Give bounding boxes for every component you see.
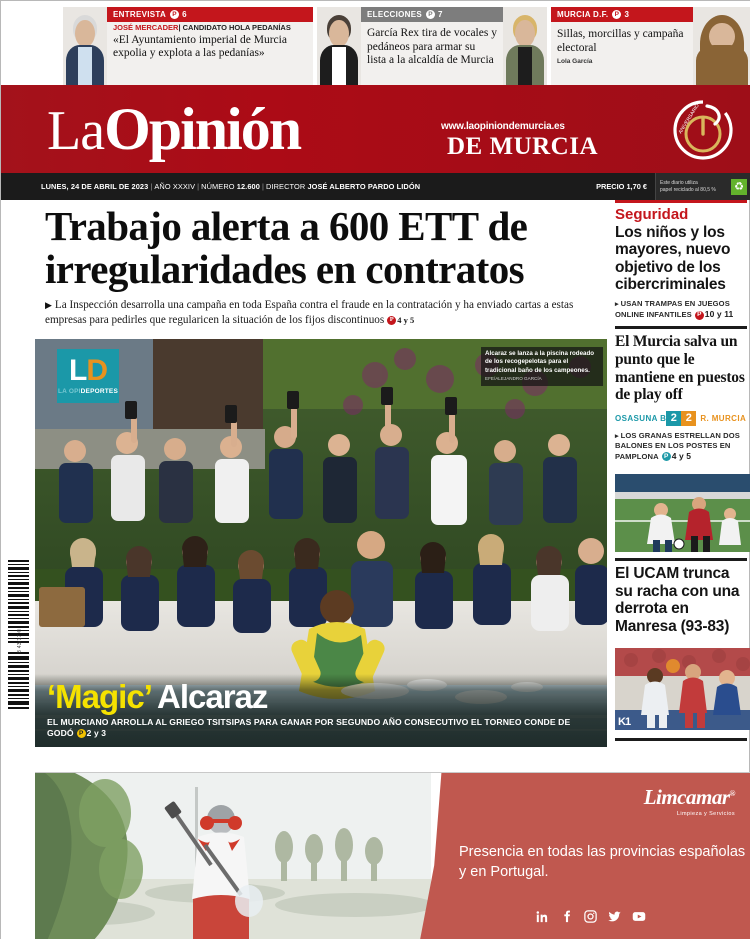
promo-page-number: 7 xyxy=(438,10,443,19)
recycle-line-1: Este diario utiliza xyxy=(660,180,698,187)
promo-page-number: 6 xyxy=(182,10,187,19)
divider-black xyxy=(615,738,747,741)
promo-kicker-label: MURCIA D.F. xyxy=(557,10,609,19)
seguridad-kicker: Seguridad xyxy=(615,206,689,223)
issue-number: 12.600 xyxy=(236,182,260,191)
page-badge-icon: P xyxy=(426,10,435,19)
anniversary-35-logo xyxy=(667,94,739,166)
ad-message: Presencia en todas las provincias españolas y en Portugal. xyxy=(459,844,746,880)
lead-deck xyxy=(45,298,599,335)
ad-photo xyxy=(35,773,431,939)
promo-kicker xyxy=(361,7,503,22)
photo-baloncesto[interactable] xyxy=(615,648,750,730)
director-name: JOSÉ ALBERTO PARDO LIDÓN xyxy=(307,182,421,191)
ad-brand xyxy=(644,785,735,817)
ad-social-links[interactable] xyxy=(535,909,647,924)
promo-kicker-label: ENTREVISTA xyxy=(113,10,167,19)
promo-item-murcia-df[interactable] xyxy=(551,7,750,87)
promo-item-elecciones[interactable] xyxy=(317,7,547,87)
futbol-subhead xyxy=(615,431,747,462)
photo-headline-band[interactable] xyxy=(35,674,607,746)
story-baloncesto[interactable] xyxy=(607,561,750,642)
seguridad-page-reference: 10 y 11 xyxy=(704,309,734,320)
recycle-line-2: papel reciclado al 80,5 % xyxy=(660,186,716,193)
photo-caption-text: Alcaraz se lanza a la piscina rodeado de los recogepelotas para el tradicional baño de los campeones. xyxy=(485,349,595,374)
promo-portrait xyxy=(693,7,750,87)
headline-magic: ‘Magic’ xyxy=(47,678,151,716)
main-photo-alcaraz[interactable] xyxy=(35,339,607,747)
promo-item-entrevista[interactable] xyxy=(63,7,313,87)
futbol-subhead-text: LOS GRANAS ESTRELLAN DOS BALONES EN LOS POSTES EN PAMPLONA xyxy=(615,430,740,461)
right-column xyxy=(607,200,750,741)
story-futbol[interactable] xyxy=(607,329,750,468)
masthead xyxy=(1,85,750,173)
ad-brand-name: Limcamar xyxy=(643,785,730,809)
promo-headline[interactable]: «El Ayuntamiento imperial de Murcia expolia y explota a las pedanías» xyxy=(113,33,287,60)
website-url[interactable]: www.laopiniondemurcia.es xyxy=(441,121,565,132)
price-label: PRECIO 1,70 € xyxy=(596,182,647,191)
twitter-icon[interactable] xyxy=(607,909,622,924)
arrow-bullet-icon: ▸ xyxy=(615,432,619,440)
photo-caption xyxy=(481,347,603,386)
team-away: R. MURCIA xyxy=(700,413,747,423)
recycled-paper-notice xyxy=(655,173,750,200)
logo-sub-dim: LA OPI xyxy=(58,387,81,395)
match-scoreline xyxy=(615,411,747,426)
logo-sub: DEPORTES xyxy=(80,387,118,395)
baloncesto-headline[interactable]: El UCAM trunca su racha con una derrota en Manresa (93-83) xyxy=(615,564,740,635)
photo-subhead-text: EL MURCIANO ARROLLA AL GRIEGO TSITSIPAS PARA GANAR POR SEGUNDO AÑO CONSECUTIVO EL TORNEO CONDE DE GODÓ xyxy=(47,717,571,739)
promo-person-role: | CANDIDATO HOLA PEDANÍAS xyxy=(178,23,291,32)
promo-headline[interactable]: García Rex tira de vocales y pedáneos para armar su lista a la alcaldía de Murcia xyxy=(367,27,497,67)
youtube-icon[interactable] xyxy=(631,909,647,924)
ad-brand-mark: ® xyxy=(729,789,735,798)
page-badge-icon: P xyxy=(612,10,621,19)
logo-opinion: Opinión xyxy=(104,96,301,162)
bottom-advertisement[interactable] xyxy=(35,772,750,939)
photo-futbol[interactable] xyxy=(615,474,750,552)
instagram-icon[interactable] xyxy=(583,909,598,924)
promo-portrait xyxy=(63,7,107,87)
promo-portrait xyxy=(317,7,361,87)
logo-letter-d: D xyxy=(86,354,107,388)
dateline-text: LUNES, 24 DE ABRIL DE 2023 | AÑO XXXIV | NÚMERO 12.600 | DIRECTOR JOSÉ ALBERTO PARDO LIDÓN xyxy=(41,182,421,191)
photo-page-reference: 2 y 3 xyxy=(86,728,107,739)
recycle-icon: ♻ xyxy=(731,179,747,195)
photo-watermark: K1 xyxy=(618,715,631,728)
logo-de-murcia: DE MURCIA xyxy=(447,133,599,160)
promo-kicker xyxy=(551,7,693,22)
lead-headline[interactable]: Trabajo alerta a 600 ETT de irregularidades en contratos xyxy=(45,203,528,292)
promo-portrait-secondary xyxy=(503,7,547,87)
promo-subject xyxy=(107,22,313,33)
linkedin-icon[interactable] xyxy=(535,909,550,924)
section-logo-deportes xyxy=(57,349,119,403)
lead-story[interactable] xyxy=(35,200,607,335)
svg-text:ANIVERSARIO: ANIVERSARIO xyxy=(677,102,701,136)
photo-subhead xyxy=(47,717,597,738)
triangle-bullet-icon: ▶ xyxy=(45,300,52,311)
page-badge-icon: P xyxy=(170,10,179,19)
promo-byline: Lola García xyxy=(557,58,593,66)
barcode xyxy=(7,560,29,710)
futbol-headline[interactable]: El Murcia salva un punto que le mantiene en puestos de play off xyxy=(615,333,745,404)
facebook-icon[interactable] xyxy=(559,909,574,924)
page-spine xyxy=(1,200,35,939)
futbol-page-reference: 4 y 5 xyxy=(671,450,692,461)
score-away: 2 xyxy=(681,411,696,426)
seguridad-subhead xyxy=(615,299,747,320)
promo-kicker xyxy=(107,7,313,22)
top-promo-banner xyxy=(1,1,750,85)
main-column xyxy=(35,200,607,747)
page-body xyxy=(1,200,750,939)
issue-number-label: NÚMERO xyxy=(201,182,235,191)
lead-deck-text: La Inspección desarrolla una campaña en toda España contra el fraude en la contratación y ha enviado cartas a estas empresas para pedirles que regularicen la situación de los fijos discontinuos xyxy=(45,299,574,326)
page-badge-icon: P xyxy=(662,452,671,461)
story-seguridad[interactable] xyxy=(607,203,750,326)
score-home: 2 xyxy=(666,411,681,426)
newspaper-logo xyxy=(47,96,301,162)
page-badge-icon: P xyxy=(695,311,704,320)
dateline-strip xyxy=(1,173,750,200)
logo-letter-l: L xyxy=(69,354,87,388)
arrow-bullet-icon: ▸ xyxy=(615,301,619,309)
lead-page-reference: 4 y 5 xyxy=(397,314,415,325)
ad-tagline: Limpieza y Servicios xyxy=(676,811,735,817)
director-label: DIRECTOR xyxy=(266,182,306,191)
team-home: OSASUNA B xyxy=(615,413,667,423)
promo-person-name: JOSÉ MERCADER xyxy=(113,23,179,32)
promo-headline[interactable]: Sillas, morcillas y campaña electoral xyxy=(557,28,684,54)
photo-headline[interactable] xyxy=(47,678,597,716)
promo-kicker-label: ELECCIONES xyxy=(367,10,423,19)
photo-credit: EFE/ALEJANDRO GARCÍA xyxy=(485,375,542,381)
page-badge-icon: P xyxy=(387,316,396,325)
headline-alcaraz: Alcaraz xyxy=(157,678,268,716)
barcode-label: 8 43/17 ® xyxy=(17,628,23,653)
seguridad-headline[interactable]: Los niños y los mayores, nuevo objetivo de los cibercriminales xyxy=(615,223,731,294)
page-badge-icon: P xyxy=(77,729,86,738)
seguridad-subhead-text: USAN TRAMPAS EN JUEGOS ONLINE INFANTILES xyxy=(615,299,730,320)
promo-page-number: 3 xyxy=(624,10,630,19)
publication-year: AÑO XXXIV xyxy=(154,182,196,191)
logo-la: La xyxy=(47,100,105,162)
publication-date: LUNES, 24 DE ABRIL DE 2023 xyxy=(41,182,149,191)
